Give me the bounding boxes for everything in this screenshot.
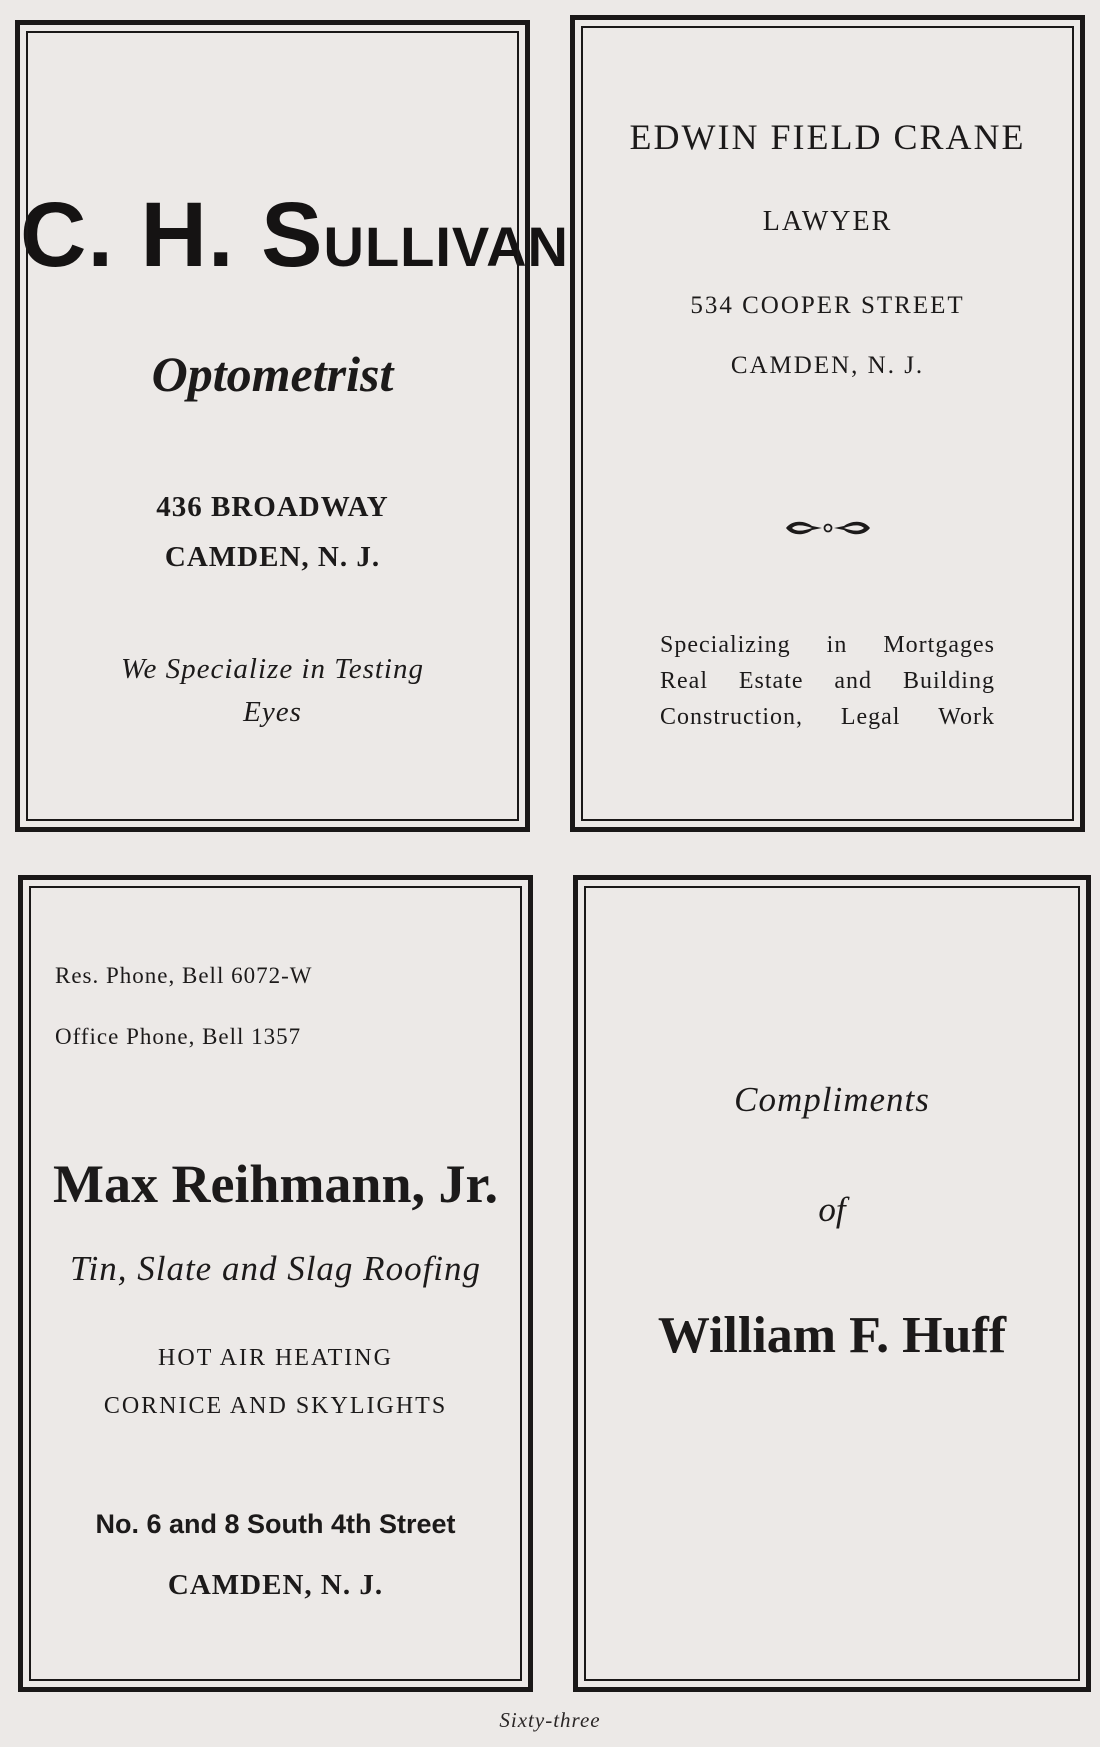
crane-specialty-line2 [660,668,995,695]
crane-spec-word: Estate [738,668,804,694]
sullivan-occupation: Optometrist [151,346,394,402]
sullivan-initials: C. H. [20,184,262,286]
reihmann-res-phone: Res. Phone, Bell 6072-W [55,963,313,988]
crane-spec-word: Real [660,668,708,694]
sullivan-address-line2: CAMDEN, N. J. [164,541,381,573]
huff-of: of [818,1190,846,1229]
reihmann-trade: Tin, Slate and Slag Roofing [69,1249,482,1288]
reihmann-address-line1: No. 6 and 8 South 4th Street [95,1509,456,1539]
ad-reihmann [18,875,533,1692]
reihmann-office-phone: Office Phone, Bell 1357 [55,1024,302,1049]
crane-spec-word: Building [902,668,995,694]
crane-spec-word: Work [938,704,995,730]
reihmann-service-line2: CORNICE AND SKYLIGHTS [103,1393,448,1419]
crane-spec-word: Mortgages [883,632,995,658]
crane-name: EDWIN FIELD CRANE [629,117,1026,157]
sullivan-name-s: S [261,184,324,286]
sullivan-name [20,183,569,288]
ad-sullivan [15,20,569,832]
crane-spec-word: Specializing [660,632,791,658]
ad-huff [573,875,1091,1692]
crane-title: LAWYER [762,206,893,237]
ad-crane [570,15,1085,832]
huff-compliments: Compliments [734,1080,930,1119]
crane-specialty-line3 [660,704,995,731]
crane-specialty-line1 [660,632,995,659]
sullivan-tagline-line2: Eyes [243,696,302,728]
huff-name: William F. Huff [657,1307,1007,1364]
sullivan-address-line1: 436 BROADWAY [156,491,389,523]
crane-spec-word: Construction, [660,704,803,730]
crane-address-line2: CAMDEN, N. J. [730,352,925,379]
page-number: Sixty-three [499,1708,601,1732]
sullivan-tagline-line1: We Specialize in Testing [121,653,424,685]
scroll-ornament-icon [575,517,1080,544]
crane-spec-word: and [834,668,873,694]
reihmann-service-line1: HOT AIR HEATING [158,1345,393,1371]
reihmann-address-line2: CAMDEN, N. J. [167,1569,384,1601]
reihmann-name: Max Reihmann, Jr. [52,1154,499,1214]
crane-address-line1: 534 COOPER STREET [690,292,965,319]
crane-spec-word: in [826,632,848,658]
crane-spec-word: Legal [840,704,901,730]
sullivan-name-rest: ULLIVAN [323,215,569,278]
